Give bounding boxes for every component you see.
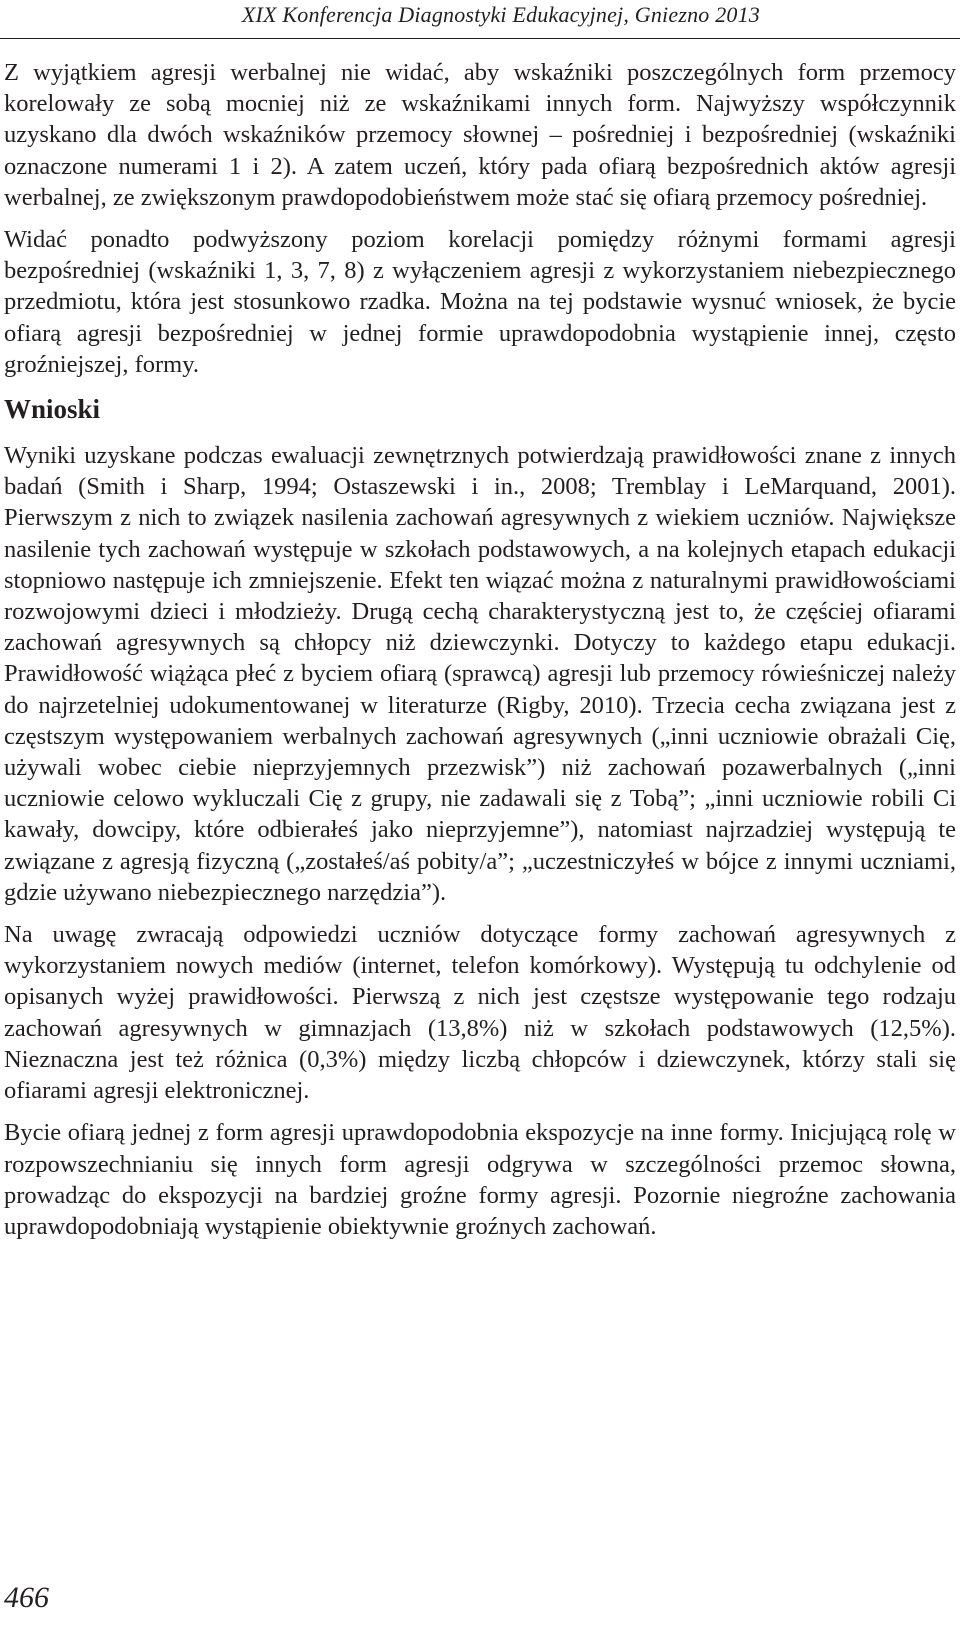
- paragraph: Widać ponadto podwyższony poziom korelacji pomiędzy różnymi formami agresji bezpośredniej (wskaźniki 1, 3, 7, 8) z wyłączeniem agresji z wykorzystaniem niebezpiecznego przedmiotu, która jest stosunkowo rzadka. Można na tej podstawie wysnuć wniosek, że bycie ofiarą agresji bezpośredniej w jednej formie uprawdopodobnia wystąpienie innej, często groźniejszej, formy.: [4, 226, 956, 378]
- running-header: XIX Konferencja Diagnostyki Edukacyjnej, Gniezno 2013: [241, 2, 760, 27]
- paragraph: Na uwagę zwracają odpowiedzi uczniów dotyczące formy zachowań agresywnych z wykorzystaniem nowych mediów (internet, telefon komórkowy). Występują tu odchylenie od opisanych wyżej prawidłowości. Pierwszą z nich jest częstsze występowanie tego rodzaju zachowań agresywnych w gimnazjach (13,8%) niż w szkołach podstawowych (12,5%). Nieznaczna jest też różnica (0,3%) między liczbą chłopców i dziewczynek, którzy stali się ofiarami agresji elektronicznej.: [4, 921, 956, 1105]
- page-number: 466: [4, 1581, 49, 1614]
- section-heading: Wnioski: [4, 394, 101, 425]
- body-text: [4, 57, 956, 1253]
- paragraph: Bycie ofiarą jednej z form agresji uprawdopodobnia ekspozycje na inne formy. Inicjującą rolę w rozpowszechnianiu się innych form agresji odgrywa w szczególności przemoc słowna, prowadząc do ekspozycji na bardziej groźne formy agresji. Pozornie niegroźne zachowania uprawdopodobniają wystąpienie obiektywnie groźnych zachowań.: [4, 1119, 956, 1240]
- paragraph: Wyniki uzyskane podczas ewaluacji zewnętrznych potwierdzają prawidłowości znane z innych badań (Smith i Sharp, 1994; Ostaszewski i in., 2008; Tremblay i LeMarquand, 2001). Pierwszym z nich to związek nasilenia zachowań agresywnych z wiekiem uczniów. Największe nasilenie tych zachowań występuje w szkołach podstawowych, a na kolejnych etapach edukacji stopniowo następuje ich zmniejszenie. Efekt ten wiązać można z naturalnymi prawidłowościami rozwojowymi dzieci i młodzieży. Drugą cechą charakterystyczną jest to, że częściej ofiarami zachowań agresywnych są chłopcy niż dziewczynki. Dotyczy to każdego etapu edukacji. Prawidłowość wiążąca płeć z byciem ofiarą (sprawcą) agresji lub przemocy rówieśniczej należy do najrzetelniej udokumentowanej w literaturze (Rigby, 2010). Trzecia cecha związana jest z częstszym występowaniem werbalnych zachowań agresywnych („inni uczniowie obrażali Cię, używali wobec ciebie nieprzyjemnych przezwisk”) niż zachowań pozawerbalnych („inni uczniowie celowo wykluczali Cię z grupy, nie zadawali się z Tobą”; „inni uczniowie robili Ci kawały, dowcipy, które odbierałeś jako nieprzyjemne”), natomiast najrzadziej występują te związane z agresją fizyczną („zostałeś/aś pobity/a”; „uczestniczyłeś w bójce z innymi uczniami, gdzie używano niebezpiecznego narzędzia”).: [4, 442, 956, 906]
- header-rule: [0, 38, 960, 39]
- paragraph: Z wyjątkiem agresji werbalnej nie widać, aby wskaźniki poszczególnych form przemocy korelowały ze sobą mocniej niż ze wskaźnikami innych form. Najwyższy współczynnik uzyskano dla dwóch wskaźników przemocy słownej – pośredniej i bezpośredniej (wskaźniki oznaczone numerami 1 i 2). A zatem uczeń, który pada ofiarą bezpośrednich aktów agresji werbalnej, ze zwiększonym prawdopodobieństwem może stać się ofiarą przemocy pośredniej.: [4, 59, 956, 211]
